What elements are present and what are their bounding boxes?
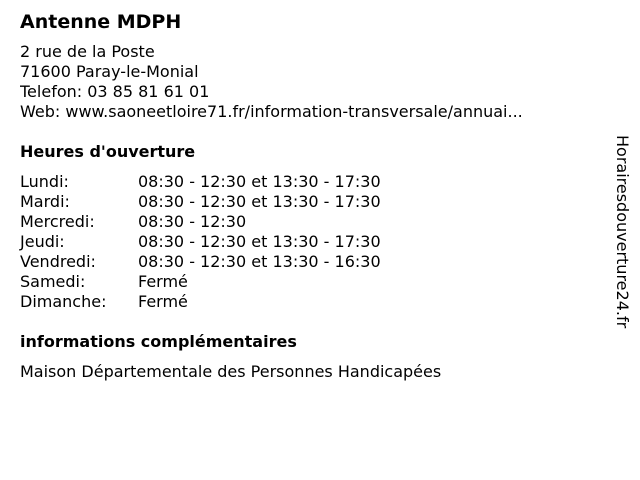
day-label: Samedi: (20, 272, 86, 291)
phone-number: Telefon: 03 85 81 61 01 (20, 82, 210, 101)
hours-row-dimanche (20, 292, 600, 312)
day-label: Jeudi: (20, 232, 65, 251)
day-label: Mardi: (20, 192, 70, 211)
hours-row-lundi (20, 172, 600, 192)
day-label: Dimanche: (20, 292, 107, 311)
hours-row-samedi (20, 272, 600, 292)
listing-card (20, 8, 600, 382)
day-label: Lundi: (20, 172, 69, 191)
site-watermark: Horairesdouverture24.fr (613, 135, 632, 329)
hours-row-vendredi (20, 252, 600, 272)
day-hours: 08:30 - 12:30 et 13:30 - 16:30 (138, 252, 381, 271)
day-hours: Fermé (138, 292, 188, 311)
day-hours: 08:30 - 12:30 et 13:30 - 17:30 (138, 172, 381, 191)
day-label: Mercredi: (20, 212, 95, 231)
hours-table (20, 172, 600, 312)
day-hours: Fermé (138, 272, 188, 291)
hours-row-mardi (20, 192, 600, 212)
info-text: Maison Départementale des Personnes Handicapées (20, 362, 442, 381)
hours-heading: Heures d'ouverture (20, 142, 196, 161)
address-city: 71600 Paray-le-Monial (20, 62, 199, 81)
day-hours: 08:30 - 12:30 et 13:30 - 17:30 (138, 192, 381, 211)
page-title: Antenne MDPH (20, 11, 182, 33)
address-block (20, 42, 600, 122)
info-heading: informations complémentaires (20, 332, 297, 351)
day-hours: 08:30 - 12:30 et 13:30 - 17:30 (138, 232, 381, 251)
hours-row-jeudi (20, 232, 600, 252)
day-label: Vendredi: (20, 252, 96, 271)
website-link[interactable]: Web: www.saoneetloire71.fr/information-transversale/annuai... (20, 102, 523, 121)
address-street: 2 rue de la Poste (20, 42, 155, 61)
hours-row-mercredi (20, 212, 600, 232)
day-hours: 08:30 - 12:30 (138, 212, 247, 231)
